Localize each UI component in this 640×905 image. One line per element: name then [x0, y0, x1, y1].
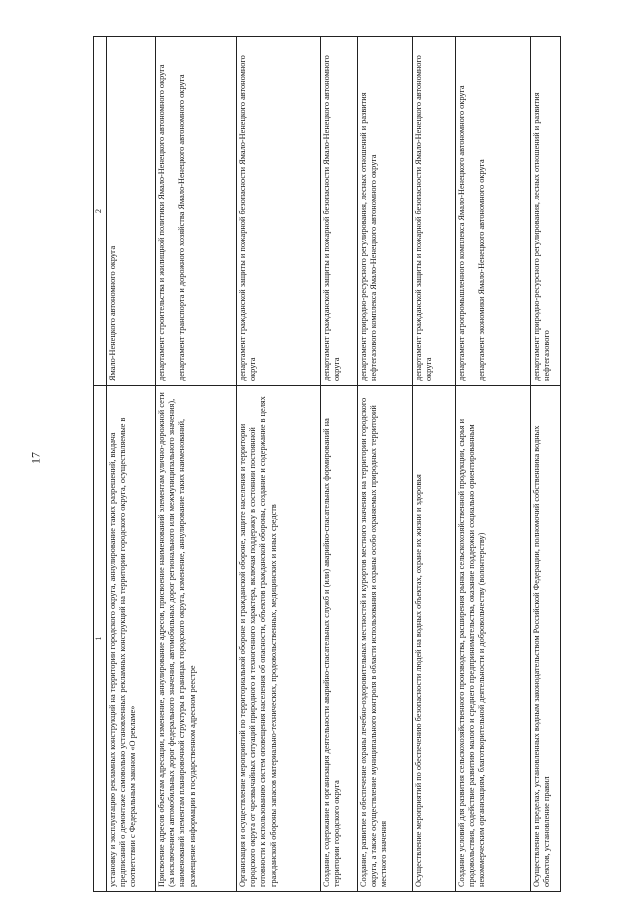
- powers-cell: Осуществление в пределах, установленных водным законодательством Российской Федерации, полномочий собственника водных объектов, установление правил: [531, 386, 561, 892]
- department-cell: департамент гражданской защиты и пожарной безопасности Ямало-Ненецкого автономного округа: [321, 37, 358, 386]
- department-cell: департамент строительства и жилищной политики Ямало-Ненецкого автономного округа департамент транспорта и дорожного хозяйства Ямало-Ненецкого автономного округа: [156, 37, 237, 386]
- page-number: 17: [28, 452, 43, 464]
- table-row: [413, 37, 456, 892]
- table-row: [156, 37, 237, 892]
- department-cell: Ямало-Ненецкого автономного округа: [107, 37, 156, 386]
- column-header-1: 1: [94, 386, 107, 892]
- department-cell: департамент агропромышленного комплекса Ямало-Ненецкого автономного округа департамент экономики Ямало-Ненецкого автономного округа: [456, 37, 531, 386]
- powers-cell: установку и эксплуатацию рекламных конструкций на территории городского округа, аннулирование таких разрешений, выдача предписаний о демонтаже самовольно установленных рекламных конструкций на территории городского округа, осуществляемые в соответствии с Федеральным законом «О рекламе»: [107, 386, 156, 892]
- powers-cell: Создание, развитие и обеспечение охраны лечебно-оздоровительных местностей и курортов местного значения на территории городского округа, а также осуществление муниципального контроля в области использования и охраны особо охраняемых природных территорий местного значения: [358, 386, 413, 892]
- powers-cell: Создание условий для развития сельскохозяйственного производства, расширения рынка сельскохозяйственной продукции, сырья и продовольствия, содействие развитию малого и среднего предпринимательства, оказание поддержки социально ориентированным некоммерческим организациям, благотворительной деятельности и добровольчеству (волонтерству): [456, 386, 531, 892]
- table-row: [531, 37, 561, 892]
- powers-cell: Присвоение адресов объектам адресации, изменение, аннулирование адресов, присвоение наименований элементам улично-дорожной сети (за исключением автомобильных дорог федерального значения, автомобильных дорог регионального или межмуниципального значения), наименований элементам планировочной структуры в границах городского округа, изменение, аннулирование таких наименований, размещение информации в государственном адресном реестре: [156, 386, 237, 892]
- table-row: [321, 37, 358, 892]
- table-row: [107, 37, 156, 892]
- column-header-2: 2: [94, 37, 107, 386]
- department-cell: департамент природно-ресурсного регулирования, лесных отношений и развития нефтегазового: [531, 37, 561, 386]
- powers-cell: Создание, содержание и организация деятельности аварийно-спасательных служб и (или) аварийно-спасательных формирований на территории городского округа: [321, 386, 358, 892]
- department-cell: департамент гражданской защиты и пожарной безопасности Ямало-Ненецкого автономного округа: [237, 37, 321, 386]
- table-header-row: [94, 37, 107, 892]
- table-row: [237, 37, 321, 892]
- table-row: [456, 37, 531, 892]
- powers-cell: Осуществление мероприятий по обеспечению безопасности людей на водных объектах, охране их жизни и здоровья: [413, 386, 456, 892]
- department-cell: департамент гражданской защиты и пожарной безопасности Ямало-Ненецкого автономного округа: [413, 37, 456, 386]
- powers-cell: Организация и осуществление мероприятий по территориальной обороне и гражданской обороне, защите населения и территории городского округа от чрезвычайных ситуаций природного и техногенного характера, включая поддержку в состоянии постоянной готовности к использованию систем оповещения населения об опасности, объектов гражданской обороны, создание и содержание в целях гражданской обороны запасов материально-технических, продовольственных, медицинских и иных средств: [237, 386, 321, 892]
- rotated-table-page: [93, 37, 589, 892]
- authority-table: [93, 36, 561, 892]
- department-cell: департамент природно-ресурсного регулирования, лесных отношений и развития нефтегазового комплекса Ямало-Ненецкого автономного округа: [358, 37, 413, 386]
- table-row: [358, 37, 413, 892]
